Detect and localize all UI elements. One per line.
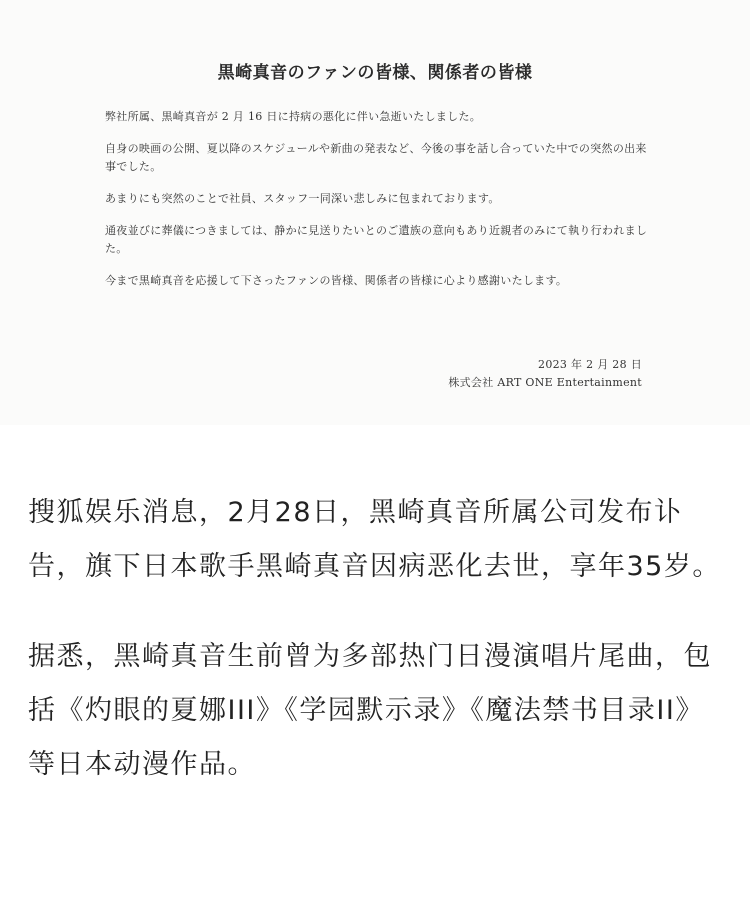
notice-signature bbox=[448, 356, 642, 392]
notice-date: 2023 年 2 月 28 日 bbox=[538, 358, 642, 371]
notice-paragraph: 自身の映画の公開、夏以降のスケジュールや新曲の発表など、今後の事を話し合っていた中での突然の出来事でした。 bbox=[105, 142, 647, 173]
notice-paragraph: あまりにも突然のことで社員、スタッフ一同深い悲しみに包まれております。 bbox=[105, 192, 500, 205]
notice-title: 黒崎真音のファンの皆様、関係者の皆様 bbox=[217, 63, 533, 83]
article-body bbox=[28, 486, 728, 828]
notice-image bbox=[0, 0, 750, 425]
notice-paragraph: 今まで黒崎真音を応援して下さったファンの皆様、関係者の皆様に心より感謝いたします。 bbox=[105, 274, 568, 287]
notice-body bbox=[105, 108, 650, 304]
article-paragraph: 据悉，黑崎真音生前曾为多部热门日漫演唱片尾曲，包括《灼眼的夏娜III》《学园默示录》《魔法禁书目录II》等日本动漫作品。 bbox=[28, 641, 712, 780]
notice-paragraph: 通夜並びに葬儀につきましては、静かに見送りたいとのご遺族の意向もあり近親者のみにて執り行われました。 bbox=[105, 224, 648, 255]
article-paragraph: 搜狐娱乐消息，2月28日，黑崎真音所属公司发布讣告，旗下日本歌手黑崎真音因病恶化去世，享年35岁。 bbox=[28, 497, 721, 582]
notice-company: 株式会社 ART ONE Entertainment bbox=[448, 376, 642, 389]
notice-paragraph: 弊社所属、黒崎真音が 2 月 16 日に持病の悪化に伴い急逝いたしました。 bbox=[105, 110, 482, 123]
